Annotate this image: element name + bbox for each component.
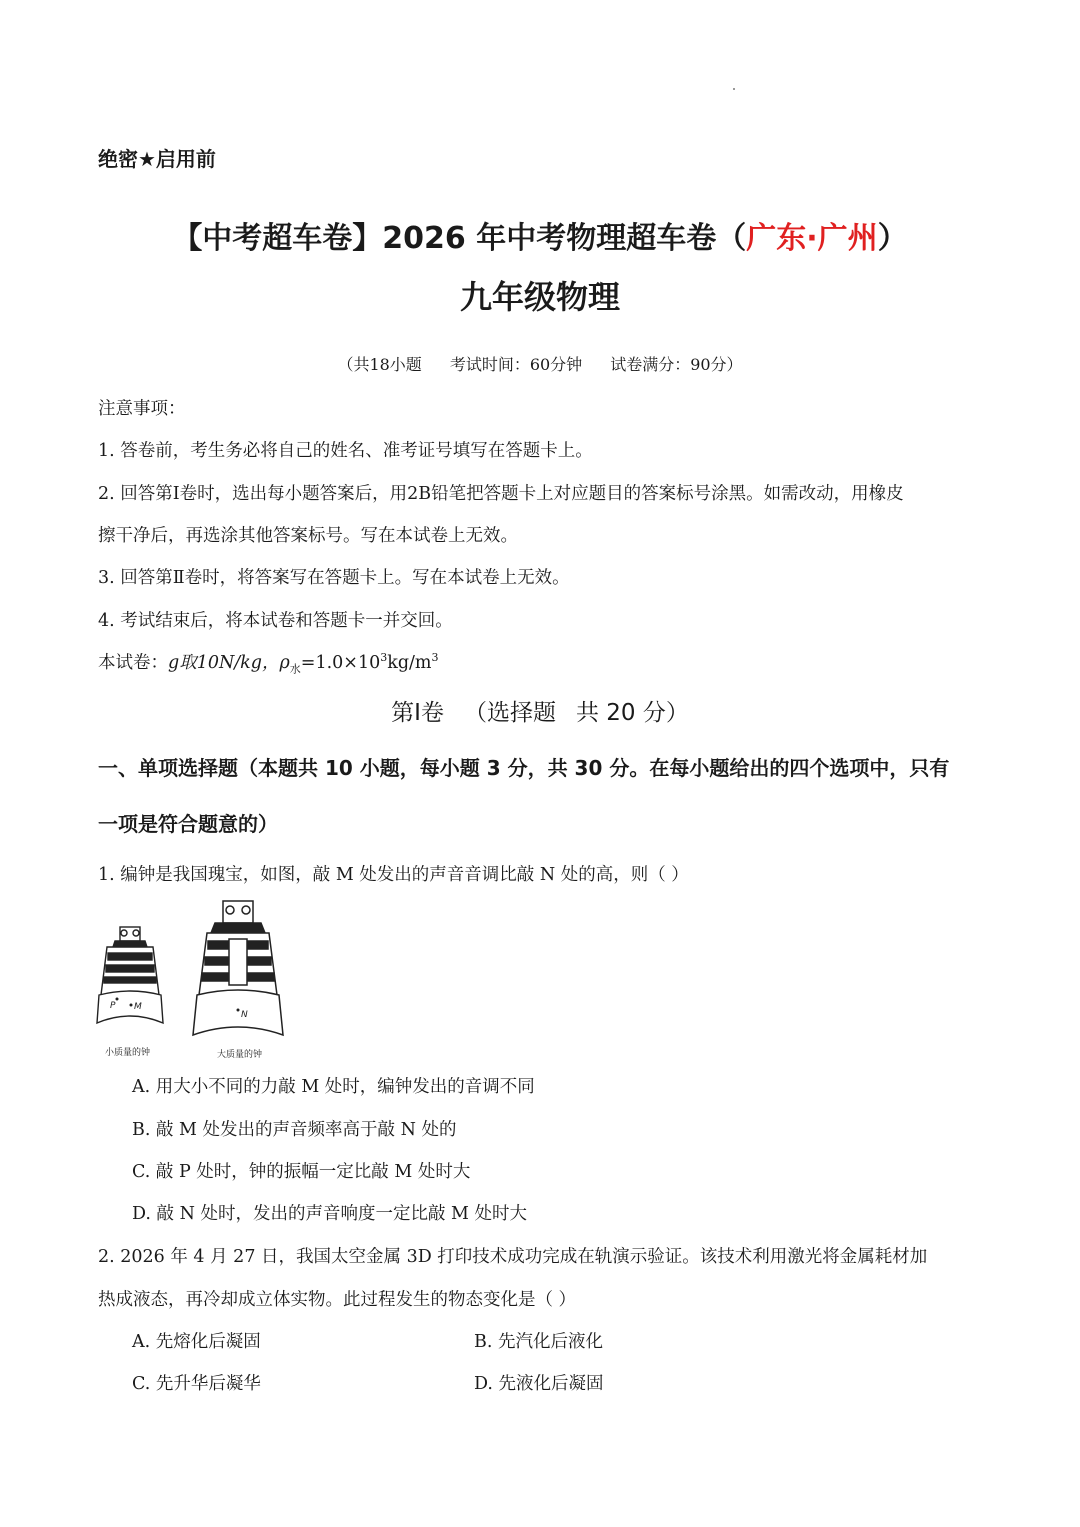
exam-info	[0, 352, 1080, 375]
constant-rho-exp: 3	[380, 651, 388, 665]
section-total: 共 20 分）	[575, 700, 689, 726]
question-2-stem-cont: 热成液态，再冷却成立体实物。此过程发生的物态变化是（ ）	[98, 1290, 577, 1310]
constant-rho-value: =1.0×10	[300, 653, 381, 673]
large-bell-caption: 大质量的钟	[217, 1050, 263, 1060]
label-m: M	[134, 1002, 142, 1012]
constant-rho-unit-exp: 3	[431, 651, 439, 665]
label-p: P	[110, 1001, 116, 1011]
q1-option-b[interactable]: B. 敲 M 处发出的声音频率高于敲 N 处的	[132, 1120, 457, 1140]
constant-g: g取10N/kg，	[168, 653, 280, 673]
confidential-label: 绝密★启用前	[98, 147, 216, 171]
part-heading: 一、单项选择题（本题共 10 小题，每小题 3 分，共 30 分。在每小题给出的四个选项中，只有	[98, 756, 950, 780]
small-bell-icon	[97, 927, 163, 1023]
label-n: N	[241, 1010, 248, 1020]
q1-option-a[interactable]: A. 用大小不同的力敲 M 处时，编钟发出的音调不同	[132, 1077, 535, 1097]
title-region: 广东·广州	[746, 221, 878, 256]
section-desc: （选择题	[463, 700, 556, 726]
speck	[733, 88, 735, 90]
title-prefix: 【中考超车卷】2026 年中考物理超车卷（	[172, 221, 747, 256]
q2-option-b[interactable]: B. 先汽化后液化	[474, 1332, 603, 1352]
part-heading-cont: 一项是符合题意的）	[98, 812, 278, 836]
question-count: （共18小题	[337, 355, 422, 374]
section-part: 第Ⅰ卷	[391, 700, 444, 726]
note-item: 3. 回答第Ⅱ卷时，将答案写在答题卡上。写在本试卷上无效。	[98, 568, 570, 588]
note-item: 1. 答卷前，考生务必将自己的姓名、准考证号填写在答题卡上。	[98, 441, 593, 461]
constants-prefix: 本试卷：	[98, 653, 168, 673]
note-item: 4. 考试结束后，将本试卷和答题卡一并交回。	[98, 611, 453, 631]
constant-rho-unit: kg/m	[387, 653, 432, 673]
notes-heading: 注意事项：	[98, 399, 186, 419]
exam-time: 考试时间：60分钟	[449, 355, 583, 374]
constant-rho-sub: 水	[289, 662, 301, 676]
q2-option-c[interactable]: C. 先升华后凝华	[132, 1374, 261, 1394]
bells-figure	[95, 895, 295, 1065]
exam-subtitle: 九年级物理	[459, 278, 620, 316]
q1-option-c[interactable]: C. 敲 P 处时，钟的振幅一定比敲 M 处时大	[132, 1162, 471, 1182]
note-item: 2. 回答第Ⅰ卷时，选出每小题答案后，用2B铅笔把答题卡上对应题目的答案标号涂黑。如需改动，用橡皮	[98, 484, 904, 504]
full-score: 试卷满分：90分）	[610, 355, 743, 374]
question-1-stem: 1. 编钟是我国瑰宝，如图，敲 M 处发出的声音音调比敲 N 处的高，则（ ）	[98, 865, 689, 885]
note-item: 擦干净后，再选涂其他答案标号。写在本试卷上无效。	[98, 526, 518, 546]
constants-line	[98, 649, 439, 677]
q2-option-d[interactable]: D. 先液化后凝固	[474, 1374, 604, 1394]
small-bell-caption: 小质量的钟	[105, 1048, 151, 1058]
constant-rho: ρ	[279, 653, 290, 673]
q2-option-a[interactable]: A. 先熔化后凝固	[132, 1332, 261, 1352]
question-2-stem: 2. 2026 年 4 月 27 日，我国太空金属 3D 打印技术成功完成在轨演示验证。该技术利用激光将金属耗材加	[98, 1247, 928, 1267]
section-title	[0, 694, 1080, 727]
exam-title	[0, 213, 1080, 257]
title-suffix: ）	[877, 221, 908, 256]
q1-option-d[interactable]: D. 敲 N 处时，发出的声音响度一定比敲 M 处时大	[132, 1204, 528, 1224]
large-bell-icon	[193, 901, 283, 1035]
